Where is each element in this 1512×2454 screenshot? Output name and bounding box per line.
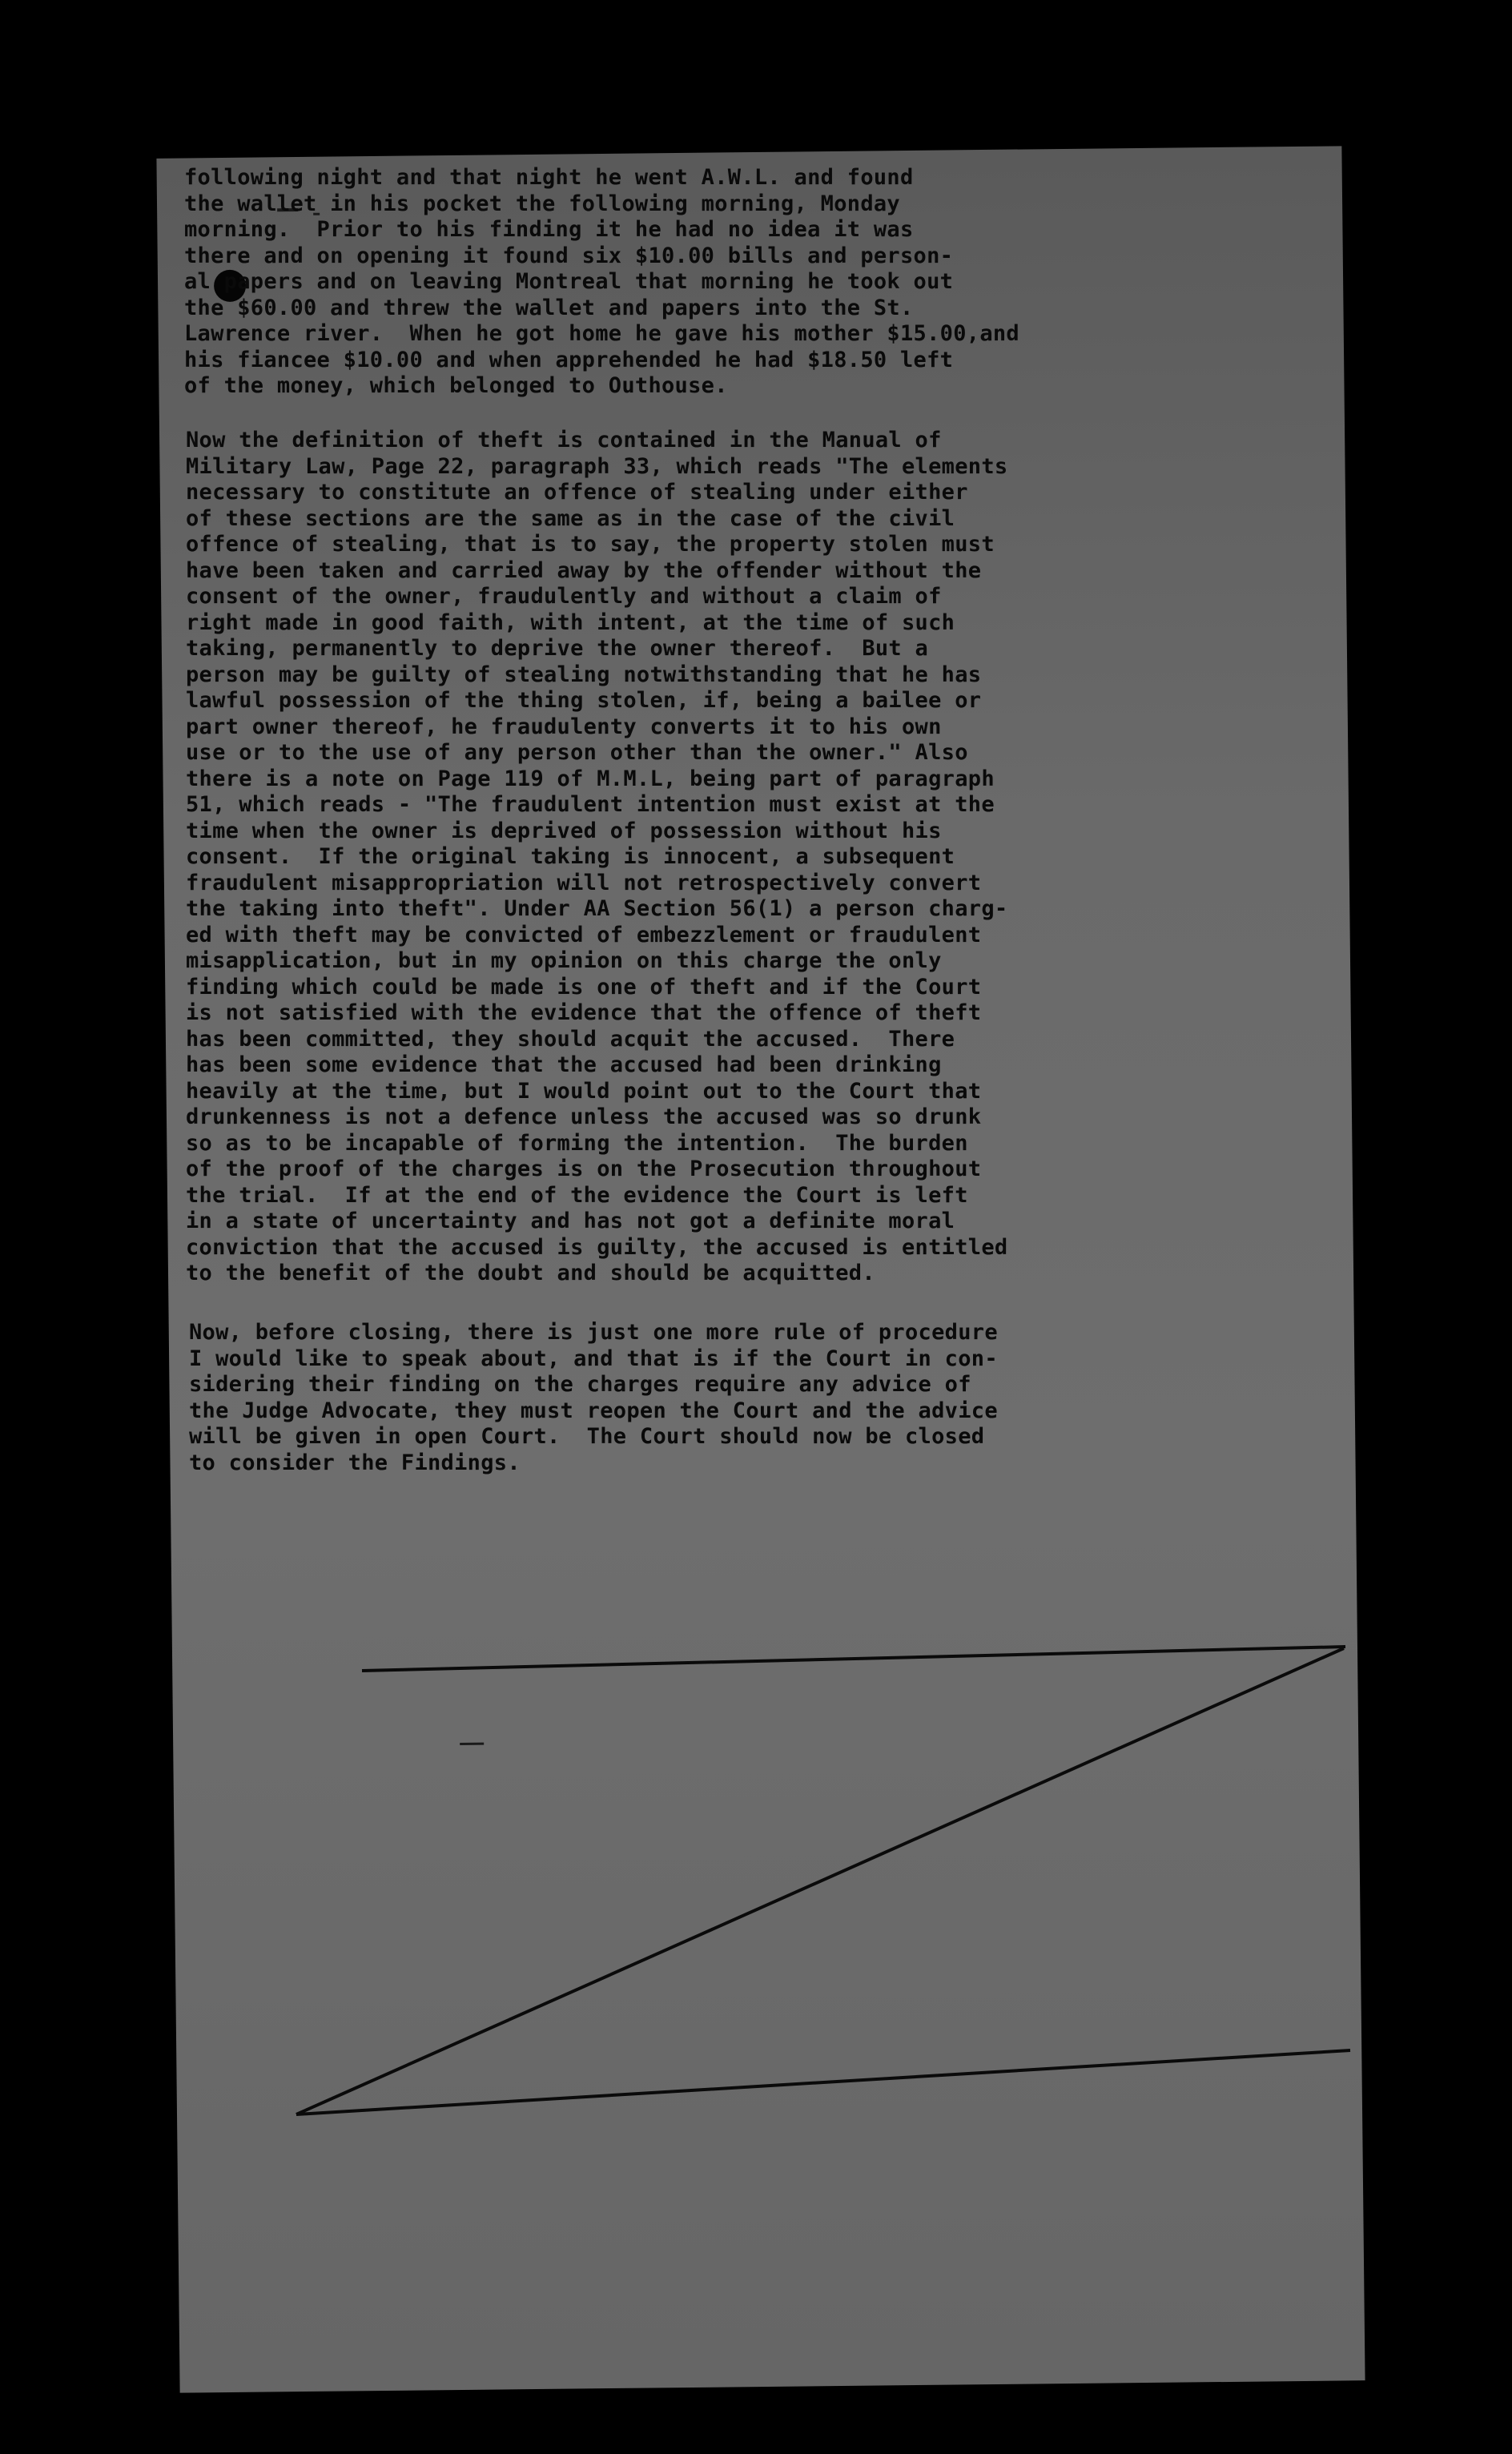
- diagonal-cancel-line: [296, 1648, 1344, 2114]
- top-rule-line: [362, 1647, 1345, 1671]
- paragraph-closing-procedure: Now, before closing, there is just one more rule of procedure I would like to speak about, and that is if the Court in con- sidering their finding on the charges require any advice of the Judge Advocate, they must reopen the Court and the advice will be given in open Court. The Court should now be closed to consider the Findings.: [189, 1320, 998, 1475]
- paragraph-definition-of-theft: Now the definition of theft is contained in the Manual of Military Law, Page 22, paragraph 33, which reads "The elements necessary to constitute an offence of stealing under either of these sections are the same as in the case of the civil offence of stealing, that is to say, the property stolen must have been taken and carried away by the offender without the consent of the owner, fraudulently and without a claim of right made in good faith, with intent, at the time of such taking, permanently to deprive the owner thereof. But a person may be guilty of stealing notwithstanding that he has lawful possession of the thing stolen, if, being a bailee or part owner thereof, he fraudulenty converts it to his own use or to the use of any person other than the owner." Also there is a note on Page 119 of M.M.L, being part of paragraph 51, which reads - "The fraudulent intention must exist at the time when the owner is deprived of possession without his consent. If the original taking is innocent, a subsequent fraudulent misappropriation will not retrospectively convert the taking into theft". Under AA Section 56(1) a person charg- ed with theft may be convicted of embezzlement or fraudulent misapplication, but in my opinion on this charge the only finding which could be made is one of theft and if the Court is not satisfied with the evidence that the offence of theft has been committed, they should acquit the accused. There has been some evidence that the accused had been drinking heavily at the time, but I would point out to the Court that drunkenness is not a defence unless the accused was so drunk so as to be incapable of forming the intention. The burden of the proof of the charges is on the Prosecution throughout the trial. If at the end of the evidence the Court is left in a state of uncertainty and has not got a definite moral conviction that the accused is guilty, the accused is entitled to the benefit of the doubt and should be acquitted.: [186, 428, 1008, 1285]
- bottom-rule-line: [296, 2050, 1350, 2114]
- paragraph-theft-facts: following night and that night he went A.W.L. and found the wallet in his pocket the following morning, Monday morning. Prior to his finding it he had no idea it was there and on opening it found six $10.00 bills and person- al papers and on leaving Montreal that morning he took out the $60.00 and threw the wallet and papers into the St. Lawrence river. When he got home he gave his mother $15.00,and his fiancee $10.00 and when apprehended he had $18.50 left of the money, which belonged to Outhouse.: [184, 165, 1019, 398]
